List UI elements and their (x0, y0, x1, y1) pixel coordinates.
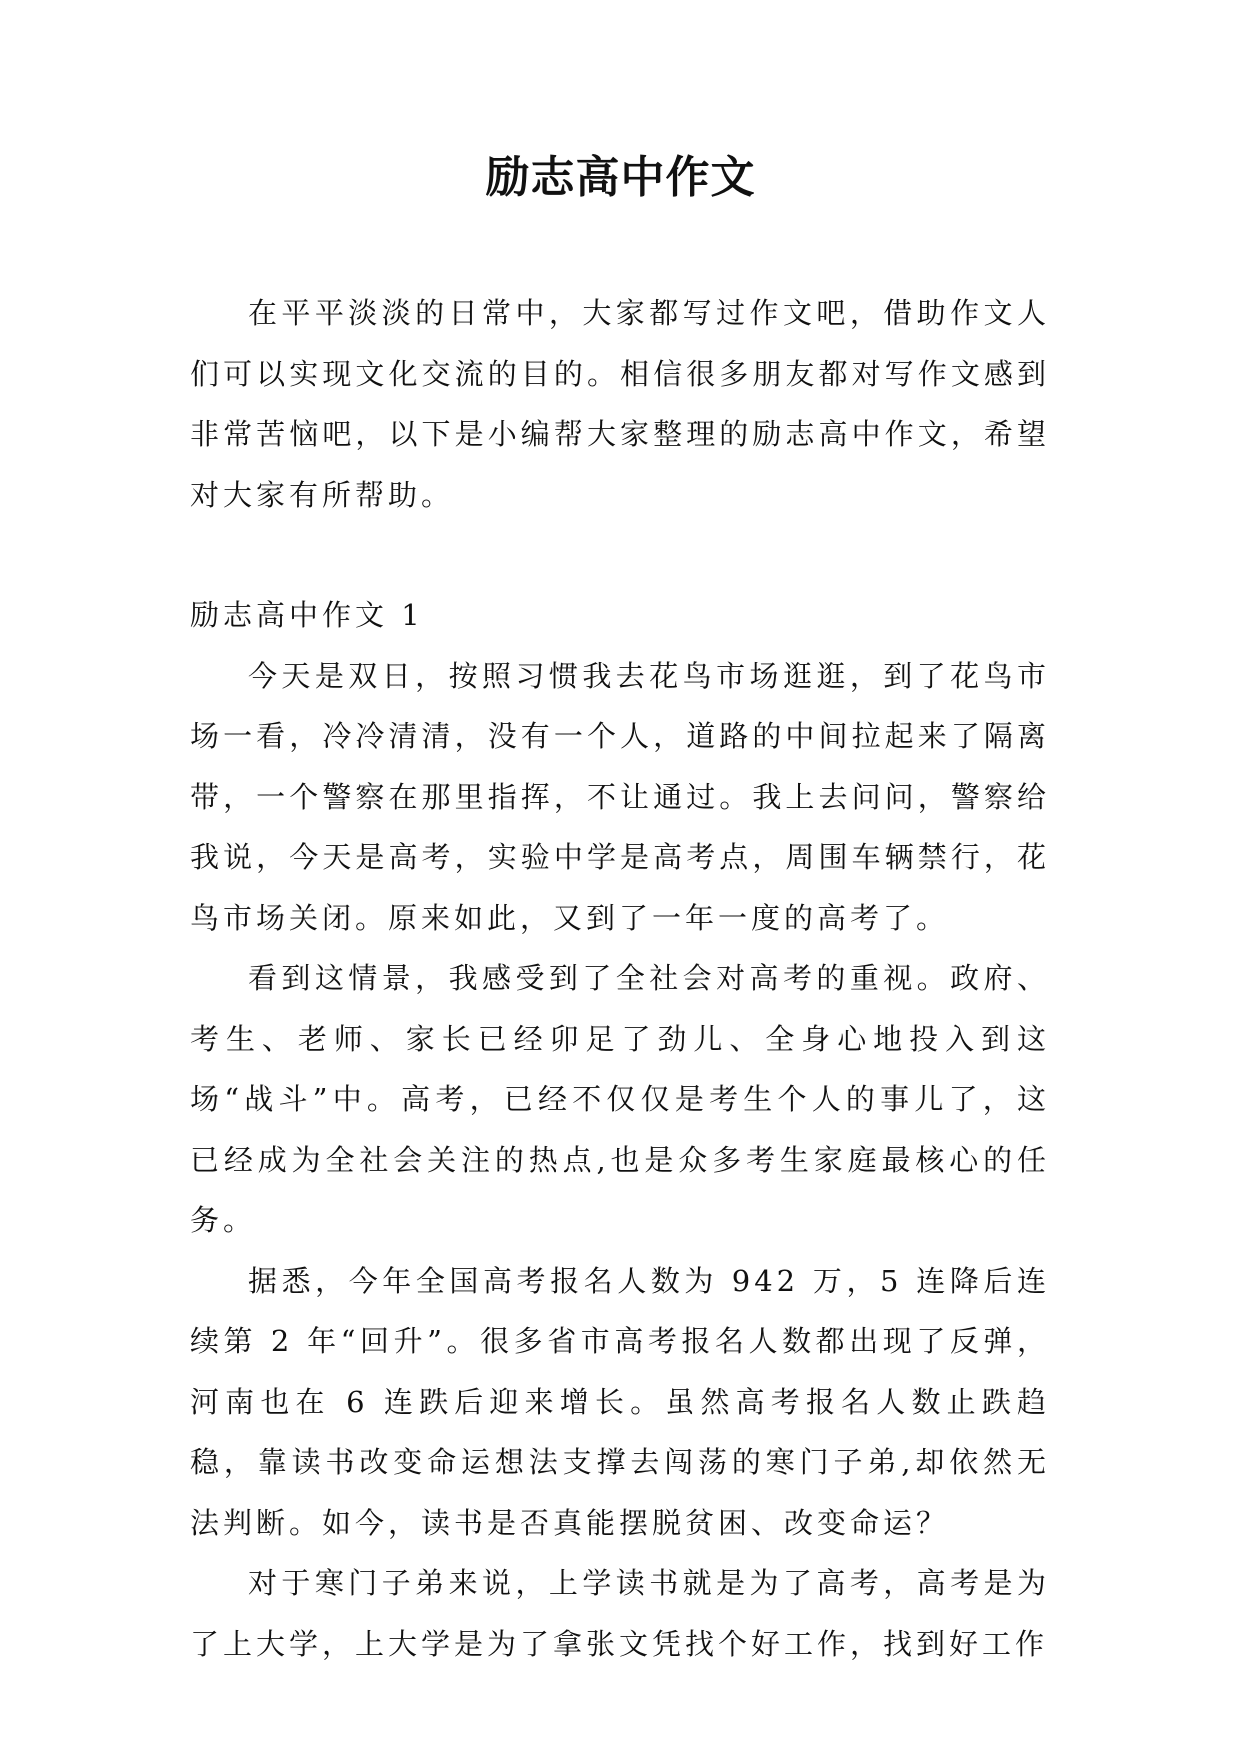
body-paragraph-2: 看到这情景，我感受到了全社会对高考的重视。政府、考生、老师、家长已经卯足了劲儿、全身心地投入到这场“战斗”中。高考，已经不仅仅是考生个人的事儿了，这已经成为全社会关注的热点,也是众多考生家庭最核心的任务。 (190, 961, 1050, 1237)
section-heading: 励志高中作文 1 (190, 598, 424, 632)
body-paragraph-4: 对于寒门子弟来说，上学读书就是为了高考，高考是为了上大学，上大学是为了拿张文凭找个好工作，找到好工作 (190, 1566, 1050, 1661)
body-paragraph-3: 据悉，今年全国高考报名人数为 942 万，5 连降后连续第 2 年“回升”。很多省市高考报名人数都出现了反弹，河南也在 6 连跌后迎来增长。虽然高考报名人数止跌趋稳，靠读书改变命运想法支撑去闯荡的寒门子弟,却依然无法判断。如今，读书是否真能摆脱贫困、改变命运？ (190, 1263, 1050, 1540)
document-body (190, 283, 1050, 1674)
body-paragraph-1: 今天是双日，按照习惯我去花鸟市场逛逛，到了花鸟市场一看，冷冷清清，没有一个人，道路的中间拉起来了隔离带，一个警察在那里指挥，不让通过。我上去问问，警察给我说，今天是高考，实验中学是高考点，周围车辆禁行，花鸟市场关闭。原来如此，又到了一年一度的高考了。 (190, 658, 1050, 935)
document-title: 励志高中作文 (485, 152, 756, 203)
intro-paragraph: 在平平淡淡的日常中，大家都写过作文吧，借助作文人们可以实现文化交流的目的。相信很多朋友都对写作文感到非常苦恼吧，以下是小编帮大家整理的励志高中作文，希望对大家有所帮助。 (190, 296, 1050, 512)
